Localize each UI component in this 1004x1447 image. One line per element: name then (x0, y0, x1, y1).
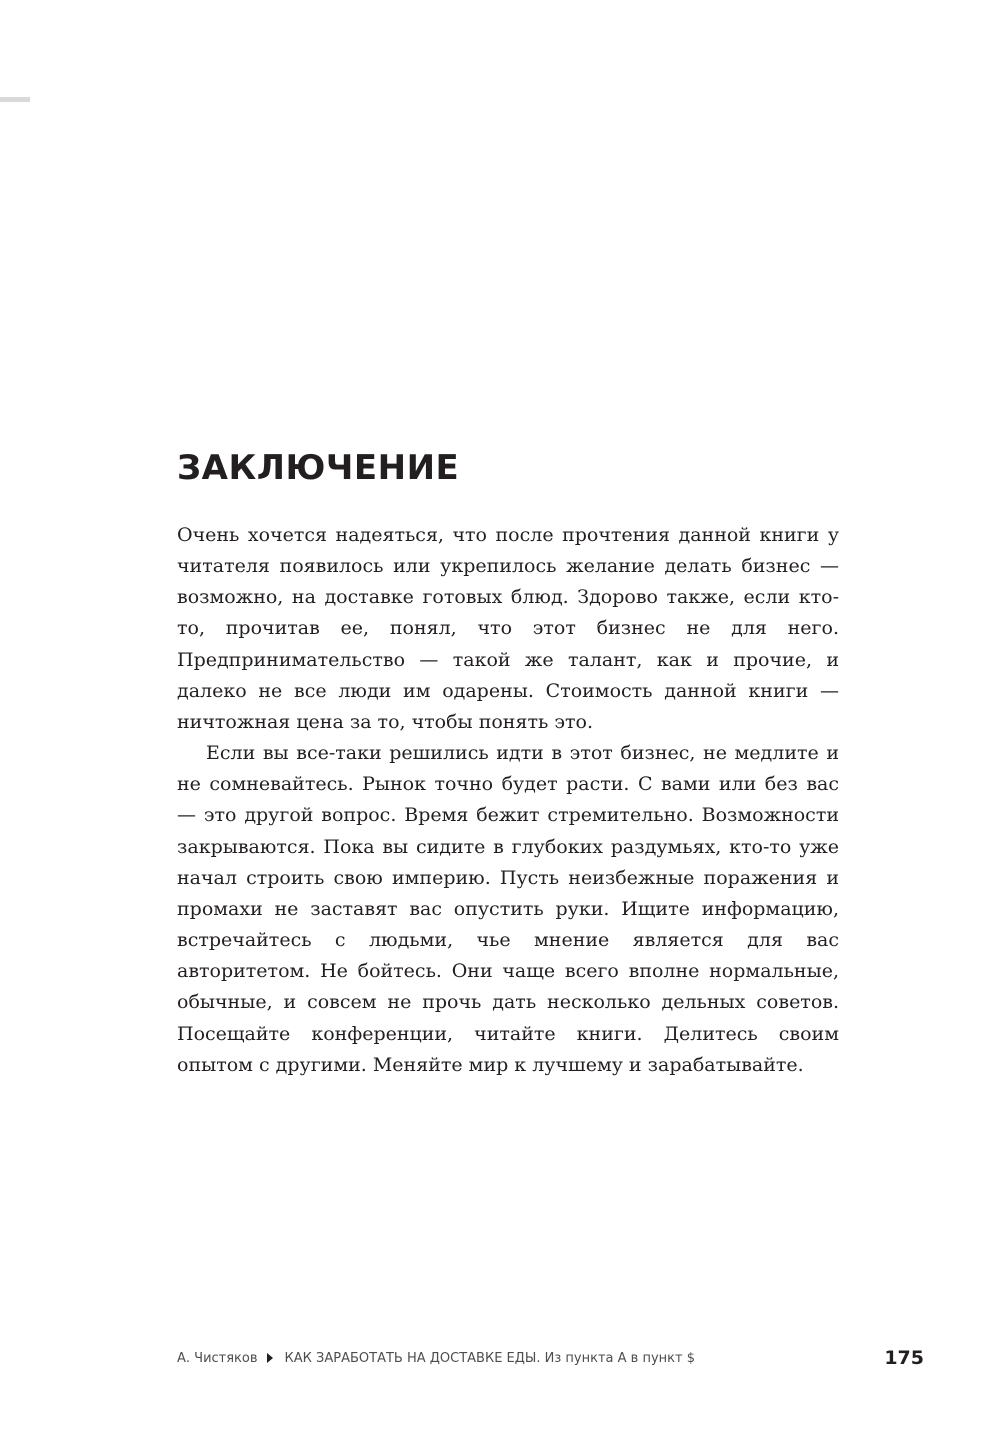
footer-author: А. Чистяков (177, 1350, 258, 1366)
page-number: 175 (884, 1347, 924, 1369)
chapter-body (177, 520, 839, 1081)
running-footer (177, 1346, 924, 1370)
triangle-right-icon (267, 1353, 273, 1363)
margin-marker (0, 97, 30, 102)
paragraph: Если вы все-таки решились идти в этот бизнес, не медлите и не сомневайтесь. Рынок точно будет расти. С вами или без вас — это другой вопрос. Время бежит стремительно. Возможности закрываются. Пока вы сидите в глубоких раздумьях, кто-то уже начал строить свою империю. Пусть неизбежные поражения и промахи не заставят вас опустить руки. Ищите информацию, встречайтесь с людьми, чье мнение является для вас авторитетом. Не бойтесь. Они чаще всего вполне нормальные, обычные, и совсем не прочь дать несколько дельных советов. Посещайте конференции, читайте книги. Делитесь своим опытом с другими. Меняйте мир к лучшему и зарабатывайте. (177, 742, 839, 1076)
footer-book-title: КАК ЗАРАБОТАТЬ НА ДОСТАВКЕ ЕДЫ. Из пункта А в пункт $ (284, 1350, 695, 1366)
paragraph: Очень хочется надеяться, что после прочтения данной книги у читателя появилось или укрепилось желание делать бизнес — возможно, на доставке готовых блюд. Здорово также, если кто-то, прочитав ее, понял, что этот бизнес не для него. Предпринимательство — такой же талант, как и прочие, и далеко не все люди им одарены. Стоимость данной книги — ничтожная цена за то, чтобы понять это. (177, 524, 839, 733)
chapter-title: ЗАКЛЮЧЕНИЕ (177, 448, 460, 488)
